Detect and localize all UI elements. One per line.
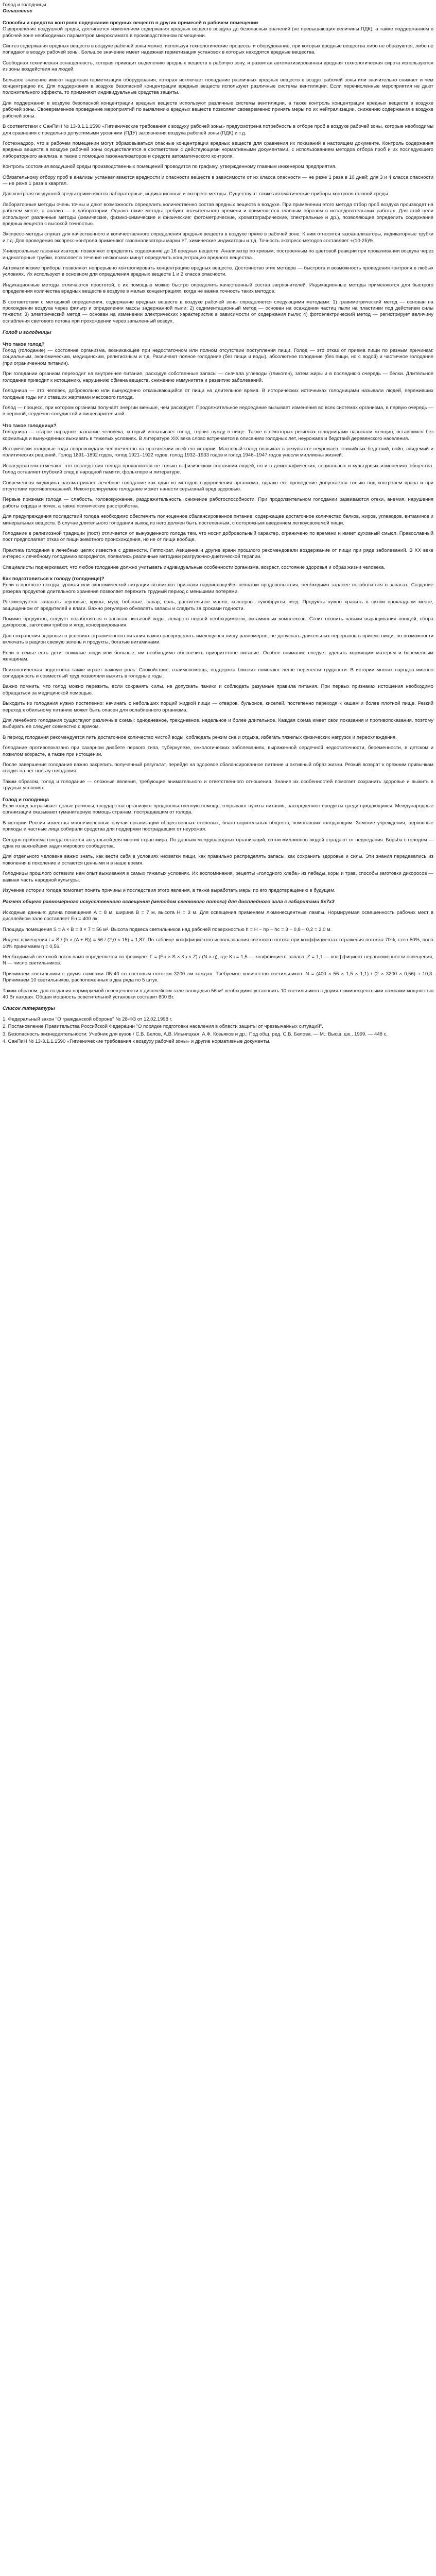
paragraph: Принимаем светильники с двумя лампами ЛБ-40 со световым потоком 3200 лм каждая. Требуемое количество светильников: N = (400 × 56 × 1,5 × 1,1) / (2 × 3200 × 0,56) ≈ 10,3. Принимаем 10 светильников, расположенных в два ряда по 5 штук. — [3, 971, 433, 984]
paragraph: Индикационные методы отличаются простотой, с их помощью можно быстро определить качественный состав загрязнителей. Индикационные методы применяются для быстрого определения количества вредных веществ в воздухе в малых концентрациях, когда не важна точность таких методов. — [3, 282, 433, 295]
paragraph: Исследователи отмечают, что последствия голода проявляются не только в физическом состоянии людей, но и в демографических, социальных и культурных изменениях общества. Голод оставляет глубокий след в народной памяти, фольклоре и литературе. — [3, 463, 433, 476]
block-subheading: Что такое голодница? — [3, 422, 57, 429]
paragraph: Обязательному отбору проб в анализы устанавливаются вредности и опасности веществ в зависимости от их класса опасности — не реже 1 раза в 10 дней; для 3 и 4 класса опасности — не реже 1 раза в квартал. — [3, 174, 433, 187]
paragraph: Голод — процесс, при котором организм получает энергии меньше, чем расходует. Продолжительное недоедание вызывает изменения во всех системах организма, в первую очередь — в нервной, сердечно-сосудистой и пищеварительной. — [3, 404, 433, 417]
paragraph: Автоматические приборы позволяют непрерывно контролировать концентрацию вредных веществ. Достоинство этих методов — быстрота и возможность проведения контроля в любых условиях. Их используют в основном для определения вредных веществ 1 и 2 класса опасности. — [3, 265, 433, 278]
document-page — [0, 0, 436, 1055]
paragraph: Гостехнадзор, что в рабочем помещении могут образовываться опасные концентрации вредных веществ для сравнения их показаний в настоящем документе. Контроль содержания вредных веществ в воздухе рабочей зоны осуществляется в соответствии с действующими нормативными документами, с использованием методов отбора проб и их последующего лабораторного анализа, а также с помощью газоанализаторов и средств автоматического контроля. — [3, 140, 433, 159]
paragraph: Контроль состояния воздушной среды производственных помещений проводится по графику, утвержденному главным инженером предприятия. — [3, 164, 337, 170]
paragraph: Психологическая подготовка также играет важную роль. Спокойствие, взаимопомощь, поддержка близких помогают легче перенести трудности. В истории многих народов именно солидарность и совместный труд позволяли выжить в голодные годы. — [3, 667, 433, 679]
paragraph: При голодании организм переходит на внутреннее питание, расходуя собственные запасы — сначала углеводы (гликоген), затем жиры и в последнюю очередь — белки. Длительное голодание приводит к истощению, нарушению обмена веществ, снижению иммунитета и развитию заболеваний. — [3, 371, 433, 383]
paragraph: Для отдельного человека важно знать, как вести себя в условиях нехватки пищи, как правильно распределять запасы, как сохранить здоровье и силы. Эти знания передавались из поколения в поколение и остаются ценными и в наше время. — [3, 854, 433, 866]
paragraph: Для сохранения здоровья в условиях ограниченного питания важно распределять имеющуюся пищу равномерно, не допускать длительных перерывов в приеме пищи, по возможности включать в рацион свежую зелень и продукты, богатые витаминами. — [3, 633, 433, 646]
paragraph: Индекс помещения i = S / (h × (A + B)) = 56 / (2,0 × 15) = 1,87. По таблице коэффициентов использования светового потока при коэффициентах отражения потолка 70%, стен 50%, пола 10% принимаем η = 0,56. — [3, 937, 433, 950]
paragraph: Необходимый световой поток ламп определяется по формуле: F = (Eн × S × Kз × Z) / (N × η), где Kз = 1,5 — коэффициент запаса, Z = 1,1 — коэффициент неравномерности освещения, N — число светильников. — [3, 954, 433, 967]
section1-block — [3, 423, 433, 571]
reference-item: 3. Безопасность жизнедеятельности: Учебник для вузов / С.В. Белов, А.В. Ильницкая, А.Ф. Козьяков и др.; Под общ. ред. С.В. Белова. — М.: Высш. шк., 1999. — 448 с. — [3, 1031, 388, 1037]
intro-paragraphs — [3, 26, 433, 325]
paragraph: Большое значение имеют надежная герметизация оборудования, которая исключает попадание различных вредных веществ в воздух рабочей зоны или значительно снижает и чем концентрацию их. Для поддержания в воздухе безопасной концентрации вредных веществ используют различные системы вентиляции. Если перечисленные мероприятия не дают положительного эффекта, то применяют индивидуальные средства защиты. — [3, 77, 433, 96]
section1-block — [3, 342, 433, 418]
document-title: Голод и голодницы — [3, 2, 46, 8]
paragraph: Голодницы прошлого оставили нам опыт выживания в самых тяжелых условиях. Их воспоминания, рецепты «голодного хлеба» из лебеды, коры и трав, способы заготовки дикоросов — важная часть народной культуры. — [3, 871, 433, 883]
paragraph: Универсальные газоанализаторы позволяют определять содержание до 16 вредных веществ. Анализатор по кривым, построенным по цветовой реакции при прокачивании воздуха через индикаторные трубки, позволяет в течение нескольких минут определить концентрацию вредного вещества. — [3, 248, 433, 261]
paragraph: Если в семье есть дети, пожилые люди или больные, им необходимо обеспечить приоритетное питание. Особое внимание следует уделять кормящим матерям и беременным женщинам. — [3, 650, 433, 663]
paragraph: Если в прогнозе погоды, урожая или экономической ситуации возникают признаки надвигающейся нехватки продовольствия, необходимо заранее позаботиться о запасах. Создание резерва продуктов длительного хранения позволяет пережить трудный период с меньшими потерями. — [3, 582, 433, 595]
paragraph: Голодание противопоказано при сахарном диабете первого типа, туберкулезе, онкологических заболеваниях, выраженной сердечной недостаточности, беременности, в детском и пожилом возрасте, а также при истощении. — [3, 745, 433, 757]
paragraph: Выходить из голодания нужно постепенно: начинать с небольших порций жидкой пищи — отваров, бульонов, киселей, постепенно переходя к кашам и более плотной пище. Резкий переход к обильному питанию может быть опасен для ослабленного организма. — [3, 701, 433, 713]
paragraph: Для поддержания в воздухе безопасной концентрации вредных веществ используют различные системы вентиляции, а также контроль концентрации вредных веществ в воздухе рабочей зоны. Своевременное проведение мероприятий по выявлению вредных веществ позволяет своевременно принять меры по их нейтрализации, снижению содержания в воздухе рабочей зоны. — [3, 100, 433, 119]
toc-heading: Оглавление — [3, 8, 32, 14]
paragraph: Лабораторные методы очень точны и дают возможность определить количественно состав вредных веществ в воздухе. При применении этого метода отбор проб воздуха производят на рабочем месте, а анализ — в лаборатории. Однако такие методы требуют значительного времени и применяются главным образом в исследовательских работах. Для этой цели используют различные методы (химические, физико-химические и физические: фотометрические, хроматографические, спектральные и др.), позволяющие определить содержание вредных веществ с высокой точностью. — [3, 201, 433, 227]
references-section — [3, 1006, 433, 1045]
paragraph: Голодница — это человек, добровольно или вынужденно отказывающийся от пищи на длительное время. В исторических источниках голодницами называли людей, переживших голодные годы или ставших жертвами массового голода. — [3, 388, 433, 400]
section1-heading: Голод и голодницы — [3, 330, 51, 336]
block-subheading: Как подготовиться к голоду (голоднице)? — [3, 576, 104, 582]
section1-block — [3, 576, 433, 792]
intro-heading: Способы и средства контроля содержания вредных веществ в других примесей в рабочем помещении — [3, 20, 258, 26]
paragraph: Свободная техническая оснащенность, которая приводит выделению вредных веществ в рабочую зону, и развитая автоматизированная вредная технологическая сирота используются из зоны воздействия на людей. — [3, 60, 433, 73]
paragraph: Важно помнить, что голод можно пережить, если сохранять силы, не допускать паники и соблюдать разумные правила питания. При первых признаках истощения необходимо обращаться за медицинской помощью. — [3, 684, 433, 696]
paragraph: После завершения голодания важно закрепить полученный результат, перейдя на здоровое сбалансированное питание и активный образ жизни. Резкий возврат к прежним привычкам сводит на нет пользу голодания. — [3, 761, 433, 774]
paragraph: Синтез содержания вредных веществ в воздухе рабочей зоны можно, используя технологические процессы и оборудование, при которых вредные вещества либо не образуются, либо не попадают в воздух рабочей зоны. Большое значение имеет надежная герметизация установок в которых находятся вредные вещества. — [3, 43, 433, 56]
block-subheading: Голод и голодница — [3, 796, 49, 803]
paragraph: Для лечебного голодания существуют различные схемы: однодневное, трехдневное, недельное и более длительное. Каждая схема имеет свои показания и противопоказания, поэтому выбирать ее следует совместно с врачом. — [3, 717, 433, 730]
paragraph: Голодница — старое народное название человека, который испытывает голод, терпит нужду в пище. Также в некоторых регионах голодницами называли женщин, оставшихся без кормильца и вынужденных выживать в тяжелых условиях. В литературе XIX века слово встречается в описаниях голодных лет, неурожаев и бедствий деревенского населения. — [3, 429, 433, 442]
document-header — [3, 2, 433, 15]
section2 — [3, 899, 433, 1001]
paragraph: Специалисты подчеркивают, что любое голодание должно учитывать индивидуальные особенности организма, возраст, состояние здоровья и образ жизни человека. — [3, 564, 386, 570]
section1-block — [3, 797, 433, 894]
paragraph: Таким образом, для создания нормируемой освещенности в дисплейном зале площадью 56 м² необходимо установить 10 светильников с двумя люминесцентными лампами мощностью 40 Вт каждая. Общая мощность осветительной установки составит 800 Вт. — [3, 988, 433, 1000]
reference-item: 2. Постановление Правительства Российской Федерации "О порядке подготовки населения в области защиты от чрезвычайных ситуаций". — [3, 1024, 323, 1030]
paragraph: Практика голодания в лечебных целях известна с древности. Гиппократ, Авиценна и другие врачи прошлого рекомендовали воздержание от пищи при ряде заболеваний. В XX веке интерес к лечебному голоданию возродился, появились различные методики разгрузочно-диетической терапии. — [3, 547, 433, 560]
paragraph: Голодание в религиозной традиции (пост) отличается от вынужденного голода тем, что носит добровольный характер, ограничено по времени и имеет духовный смысл. Православный пост предполагает отказ от пищи животного происхождения, но не от пищи вообще. — [3, 531, 433, 543]
section1 — [3, 330, 433, 894]
paragraph: В истории России известны многочисленные случаи организации общественных столовых, благотворительных обществ, помогавших голодающим. Земские учреждения, церковные приходы и частные лица собирали средства для поддержки пострадавших от неурожая. — [3, 820, 433, 833]
paragraph: Исходные данные: длина помещения A = 8 м, ширина B = 7 м, высота H = 3 м. Для освещения применяем люминесцентные лампы. Нормируемая освещенность рабочих мест в дисплейном зале составляет Eн = 400 лк. — [3, 909, 433, 922]
paragraph: Для предупреждения последствий голода необходимо обеспечить полноценное сбалансированное питание, содержащее достаточное количество белков, жиров, углеводов, витаминов и минеральных веществ. В случае длительного голодания выход из него должен быть постепенным, с осторожным введением легкоусвояемой пищи. — [3, 514, 433, 526]
reference-item: 1. Федеральный закон "О гражданской обороне" № 28-ФЗ от 12.02.1998 г. — [3, 1016, 172, 1022]
paragraph: В соответствии с СанПиН № 13-3.1.1.1590 «Гигиенические требования к воздуху рабочей зоны» предусмотрена потребность в отборе проб в воздухе рабочей зоны, которые необходимы для сравнения с предельно допустимыми уровнями (ПДУ) загрязнения воздуха рабочей зоны (ПДК) и т.д. — [3, 124, 433, 136]
section2-paragraphs — [3, 910, 433, 1001]
paragraph: Экспресс-методы служат для качественного и количественного определения вредных веществ в воздухе прямо в рабочей зоне. К ним относятся газоанализаторы, индикаторные трубки и т.д. Для проведения экспресс-контроля применяют газоанализаторы марки УГ, химические индикаторы и т.д. Точность экспресс-методов составляет ±(10-25)%. — [3, 231, 433, 244]
intro-section — [3, 20, 433, 325]
paragraph: Сегодня проблема голода остается актуальной для многих стран мира. По данным международных организаций, сотни миллионов людей страдают от недоедания. Борьба с голодом — одна из важнейших задач мирового сообщества. — [3, 837, 433, 850]
paragraph: В соответствии с методикой определения, содержание вредных веществ в воздухе рабочей зоны определяется следующими методами: 1) гравиметрический метод — основан на прохождении воздуха через фильтр и определении массы задержанной пыли; 2) седиментационный метод — основан на осаждении частиц пыли на пластинки под действием силы тяжести; 3) электрический метод — основан на изменении электрических характеристик в зависимости от содержания пыли; 4) фотоэлектрический метод — регистрирует величину ослабления светового потока при прохождении через запыленный воздух. — [3, 299, 433, 324]
paragraph: Изучение истории голода помогает понять причины и последствия этого явления, а также выработать меры по его предотвращению в будущем. — [3, 888, 336, 894]
paragraph: Современная медицина рассматривает лечебное голодание как один из методов оздоровления организма, однако его проведение допускается только под контролем врача и при отсутствии противопоказаний. Неконтролируемое голодание может нанести серьезный вред здоровью. — [3, 480, 433, 492]
paragraph: Оздоровление воздушной среды, достигается изменением содержания вредных веществ воздуха до безопасных значений (не превышающих величины ПДК), а также поддержанием в рабочей зоне необходимых параметров микроклимата в производственном помещении. — [3, 26, 433, 39]
paragraph: Для контроля воздушной среды применяются лабораторные, индикационные и экспресс-методы. Существуют также автоматические приборы контроля газовой среды. — [3, 191, 390, 197]
paragraph: Таким образом, голод и голодание — сложные явления, требующие внимательного и ответственного отношения. Знание их особенностей помогает сохранить здоровье и выжить в трудных условиях. — [3, 778, 433, 791]
reference-item: 4. СанПиН № 13-3.1.1.1590 «Гигиенические требования к воздуху рабочей зоны» и другие нормативные документы. — [3, 1038, 271, 1044]
paragraph: Голод (голодание) — состояние организма, возникающее при недостаточном или полном отсутствии поступления пищи. Голод — это отказ от приема пищи по разным причинам: социальным, экономическим, медицинским, религиозным и т.д. Различают полное голодание (без пищи и воды), абсолютное голодание (без пищи, но с водой) и частичное голодание (при ограниченном питании). — [3, 348, 433, 366]
paragraph: Если голод затрагивает целые регионы, государства организуют продовольственную помощь, открывают пункты питания, распределяют продукты среди нуждающихся. Международные организации оказывают гуманитарную помощь странам, пострадавшим от голода. — [3, 803, 433, 816]
paragraph: В период голодания рекомендуется пить достаточное количество чистой воды, соблюдать режим сна и отдыха, избегать тяжелых физических нагрузок и переохлаждения. — [3, 734, 397, 740]
paragraph: Площадь помещения S = A × B = 8 × 7 = 56 м². Высота подвеса светильников над рабочей поверхностью h = H − hр − hс = 3 − 0,8 − 0,2 = 2,0 м. — [3, 926, 332, 933]
block-subheading: Что такое голод? — [3, 341, 45, 347]
references-heading: Список литературы — [3, 1006, 55, 1012]
section2-heading: Расчет общего равномерного искусственного освещения (методом светового потока) для дисплейного зала с габаритами 8х7х3 — [3, 899, 335, 905]
paragraph: Рекомендуется запасать зерновые, крупы, муку, бобовые, сахар, соль, растительное масло, консервы, сухофрукты, мед. Продукты нужно хранить в сухом прохладном месте, защищенном от вредителей и влаги. Важно регулярно обновлять запасы и следить за сроками годности. — [3, 599, 433, 612]
paragraph: Исторически голодные годы сопровождали человечество на протяжении всей его истории. Массовый голод возникал в результате неурожаев, стихийных бедствий, войн, эпидемий и политических решений. Голод 1891–1892 годов, голод 1921–1922 годов, голод 1932–1933 годов и голод 1946–1947 годов унесли миллионы жизней. — [3, 446, 433, 459]
paragraph: Помимо продуктов, следует позаботиться о запасах питьевой воды, лекарств первой необходимости, витаминных комплексов. Стоит освоить навыки выращивания овощей, сбора дикоросов, заготовки грибов и ягод, консервирования. — [3, 616, 433, 629]
section1-blocks — [3, 342, 433, 894]
references-list — [3, 1016, 433, 1045]
paragraph: Первые признаки голода — слабость, головокружение, раздражительность, снижение работоспособности. При продолжительном голодании развиваются отеки, анемия, нарушения работы сердца и почек, а также психические расстройства. — [3, 497, 433, 509]
